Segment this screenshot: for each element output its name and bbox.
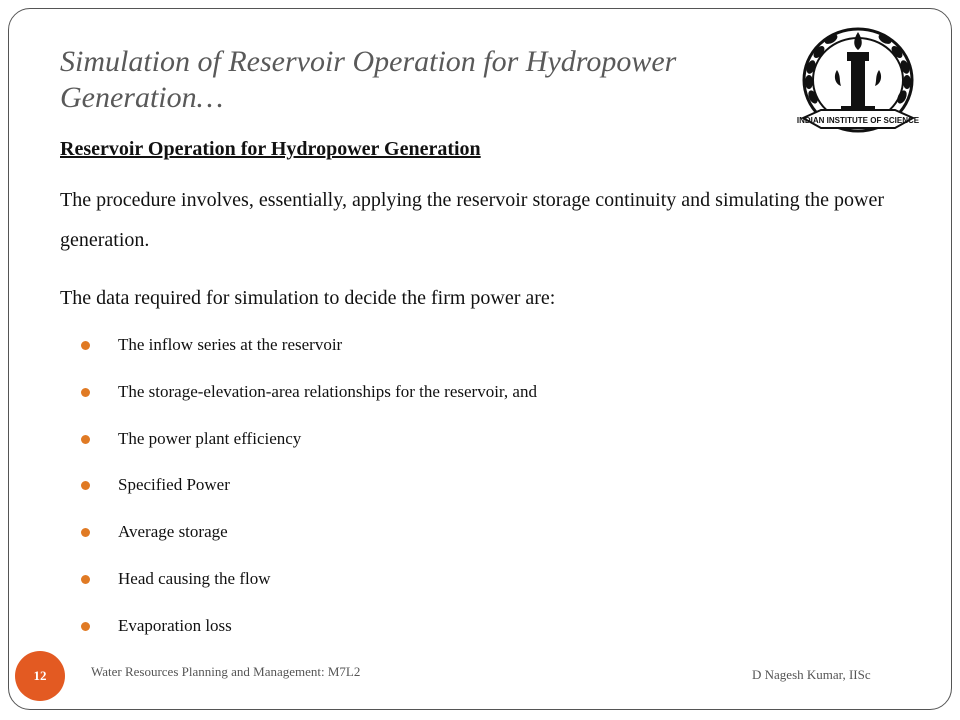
page-number-badge: 12	[15, 651, 65, 701]
bullet-dot-icon	[81, 341, 90, 350]
list-item: Specified Power	[60, 462, 537, 509]
list-item: Evaporation loss	[60, 603, 537, 650]
list-item: The storage-elevation-area relationships for the reservoir, and	[60, 369, 537, 416]
iisc-emblem-icon	[797, 22, 923, 140]
list-item: The power plant efficiency	[60, 416, 537, 463]
bullet-dot-icon	[81, 435, 90, 444]
paragraph-data-required: The data required for simulation to decide the firm power are:	[60, 287, 556, 309]
footer-author: D Nagesh Kumar, IISc	[752, 667, 871, 682]
section-heading: Reservoir Operation for Hydropower Generation	[60, 138, 481, 160]
list-item: Head causing the flow	[60, 556, 537, 603]
list-item: The inflow series at the reservoir	[60, 322, 537, 369]
slide-title: Simulation of Reservoir Operation for Hydropower Generation…	[60, 45, 677, 114]
bullet-dot-icon	[81, 528, 90, 537]
paragraph-procedure: The procedure involves, essentially, applying the reservoir storage continuity and simulating the power generation.	[60, 189, 885, 251]
list-item: Average storage	[60, 509, 537, 556]
bullet-dot-icon	[81, 388, 90, 397]
svg-text:INDIAN INSTITUTE OF SCIENCE: INDIAN INSTITUTE OF SCIENCE	[797, 116, 920, 125]
footer-course: Water Resources Planning and Management: M7L2	[91, 664, 361, 679]
bullet-dot-icon	[81, 481, 90, 490]
bullet-dot-icon	[81, 575, 90, 584]
bullet-dot-icon	[81, 622, 90, 631]
data-requirements-list	[60, 322, 537, 650]
